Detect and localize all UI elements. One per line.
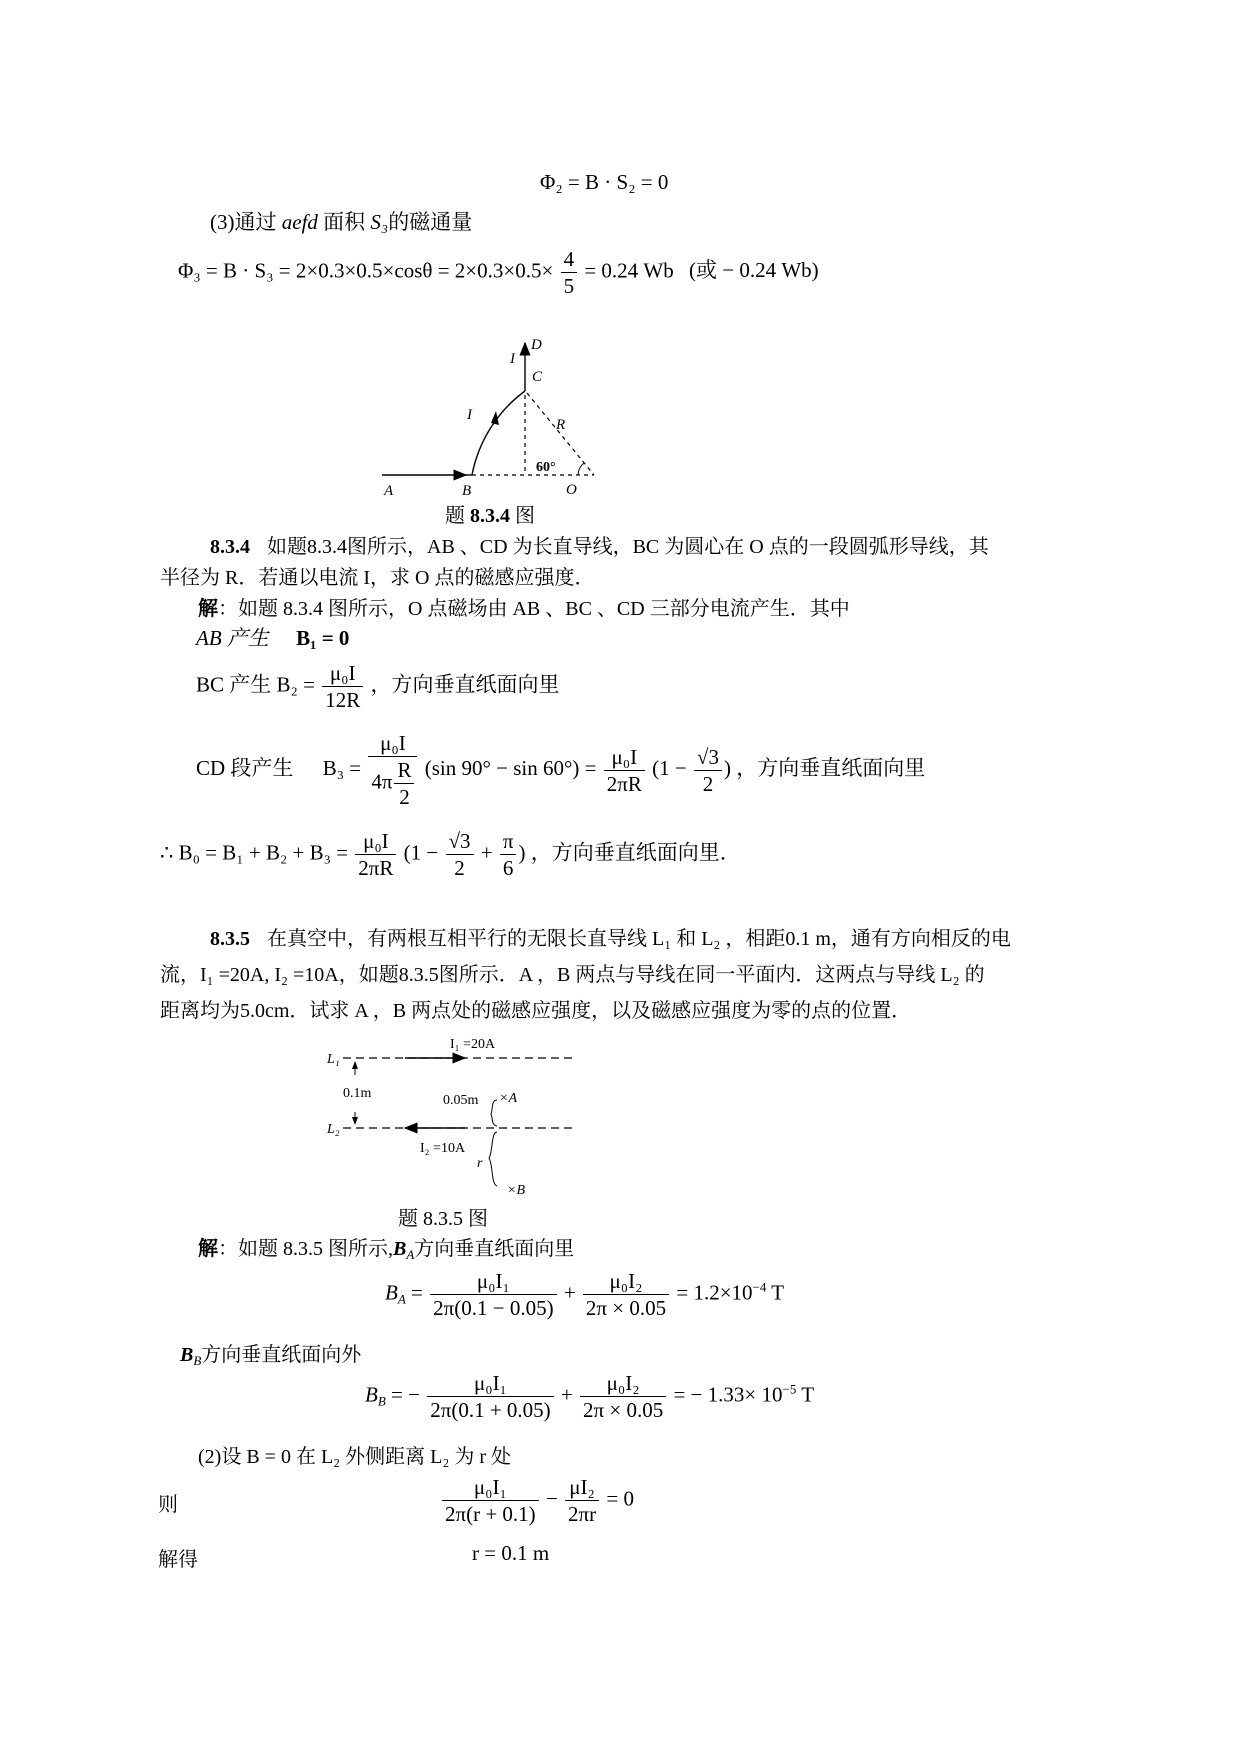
fraction-cd-2: $\frac{\text{μ₀I}}{2\pi R}$ — [604, 744, 645, 797]
label-angle: 60° — [536, 460, 556, 475]
label-A: A — [384, 483, 394, 499]
label-point-A: ×A — [499, 1091, 517, 1106]
label-D: D — [531, 337, 542, 353]
fraction-total: $\frac{\text{μ₀I}}{2\pi R}$ — [355, 828, 396, 881]
label-I2: I₂ =10A — [420, 1141, 466, 1156]
fraction-total-pi: $\frac{\pi}{6}$ — [500, 828, 517, 881]
equation-phi2: Φ₂ = B · S₂ = 0 — [540, 170, 669, 194]
BB-direction: $B_B$方向垂直纸面向外 — [180, 1344, 362, 1368]
brace-r — [489, 1132, 497, 1186]
label-point-B: ×B — [507, 1183, 525, 1198]
label-R: R — [556, 417, 566, 433]
part2-heading: (2)设 B = 0 在 L₂ 外侧距离 L₂ 为 r 处 — [198, 1446, 511, 1468]
caption-8-3-4: 题 8.3.4 图 — [445, 505, 535, 527]
fraction-BB-1: $\frac{\text{μ₀I₁}}{2\pi(0.1 + 0.05)}$ — [427, 1370, 553, 1423]
label-O: O — [566, 482, 577, 498]
label-a: 0.05m — [443, 1093, 479, 1108]
solution-ab: AB 产生 B₁ = 0 — [196, 626, 350, 650]
label-B: B — [462, 483, 472, 499]
fraction-sqrt3-2: $\frac{√3}{2}$ — [694, 744, 722, 797]
label-L1: L₁ — [327, 1052, 340, 1067]
label-I-arc: I — [467, 407, 472, 423]
problem-8-3-4-line1: 8.3.4 如题8.3.4图所示，AB 、CD 为长直导线，BC 为圆心在 O 点的一段圆弧形导线，其 — [210, 536, 989, 558]
then-label: 则 — [158, 1494, 178, 1516]
fraction-total-sqrt: $\frac{√3}{2}$ — [446, 828, 474, 881]
arc-bc — [472, 391, 525, 475]
fraction-zero-1: $\frac{\text{μ₀I₁}}{2\pi(r + 0.1)}$ — [442, 1474, 539, 1527]
problem-8-3-5-line1: 8.3.5 在真空中，有两根互相平行的无限长直导线 L₁ 和 L₂ ，相距0.1 m，通有方向相反的电 — [210, 928, 1011, 950]
label-I-top: I — [510, 351, 515, 367]
solution-total: ∴ B₀ = B₁ + B₂ + B₃ = $\frac{\text{μ₀I}}{2\pi R}$ (1 − $\frac{√3}{2}$ + $\frac{\pi}{6}$ ) ，方向垂直纸面向里． — [160, 829, 741, 880]
fraction-bc: $\frac{\text{μ₀I}}{12R}$ — [322, 660, 363, 713]
problem-8-3-5-line3: 距离均为5.0cm．试求 A ，B 两点处的磁感应强度，以及磁感应强度为零的点的位置． — [160, 1000, 912, 1022]
label-r: r — [477, 1156, 483, 1171]
fraction-BA-2: $\frac{\text{μ₀I₂}}{2\pi \times 0.05}$ — [583, 1268, 669, 1321]
label-distance: 0.1m — [343, 1086, 372, 1101]
fraction-4-5: $\frac{4}{5}$ — [561, 246, 578, 299]
label-C: C — [532, 369, 543, 385]
equation-BA: $B_A$ = $\frac{\text{μ₀I₁}}{2\pi(0.1 - 0.05)}$ + $\frac{\text{μ₀I₂}}{2\pi \times 0.05}$ = $1.2\times 10^{-4}$ T — [385, 1269, 785, 1320]
problem-8-3-4-line2: 半径为 R．若通以电流 I，求 O 点的磁感应强度． — [160, 567, 595, 589]
fraction-BB-2: $\frac{\text{μ₀I₂}}{2\pi \times 0.05}$ — [580, 1370, 666, 1423]
equation-zero-field: $\frac{\text{μ₀I₁}}{2\pi(r + 0.1)}$ − $\frac{\text{μI₂}}{2\pi r}$ = 0 — [440, 1474, 634, 1527]
equation-BB: $B_B$ = − $\frac{\text{μ₀I₁}}{2\pi(0.1 + 0.05)}$ + $\frac{\text{μ₀I₂}}{2\pi \times 0.05}$ = − $1.33\times 10^{-5}$ T — [365, 1371, 815, 1422]
figure-8-3-4 — [370, 335, 610, 505]
angle-arc — [578, 463, 584, 475]
figure-8-3-5 — [325, 1030, 590, 1200]
fraction-zero-2: $\frac{\text{μI₂}}{2\pi r}$ — [565, 1474, 599, 1527]
equation-phi3: Φ₃ = B · S₃ = 2×0.3×0.5×cosθ = 2×0.3×0.5× $\frac{4}{5}$ = 0.24 Wb (或 − 0.24 Wb) — [178, 247, 819, 298]
solve-label: 解得 — [158, 1549, 198, 1571]
solution-cd: CD 段产生 B₃ = μ₀I 4π $\frac{R}{2}$ (sin 90° − sin 60°) = $\frac{\text{μ₀I}}{2\pi R}$ (1 − $\frac{√3}{2}$ ) ，方向垂直纸面向里 — [196, 731, 926, 809]
caption-8-3-5: 题 8.3.5 图 — [398, 1208, 488, 1230]
problem-8-3-5-line2: 流，I₁ =20A, I₂ =10A，如题8.3.5图所示．A ，B 两点与导线在同一平面内．这两点与导线 L₂ 的 — [160, 964, 985, 986]
solution-8-3-5-intro: 解：如题 8.3.5 图所示$,B_A$方向垂直纸面向里 — [198, 1238, 575, 1262]
solution-8-3-4-intro: 解：如题 8.3.4 图所示，O 点磁场由 AB 、BC 、CD 三部分电流产生．其中 — [198, 598, 850, 620]
part3-heading: (3)通过 aefd 面积 S₃的磁通量 — [210, 210, 473, 234]
solution-bc: BC 产生 B₂ = $\frac{\text{μ₀I}}{12R}$ ，方向垂直纸面向里 — [196, 661, 560, 712]
brace-a — [491, 1100, 497, 1126]
label-I1: I₁ =20A — [450, 1037, 496, 1052]
final-result: r = 0.1 m — [472, 1541, 550, 1565]
label-L2: L₂ — [327, 1122, 340, 1137]
fraction-BA-1: $\frac{\text{μ₀I₁}}{2\pi(0.1 - 0.05)}$ — [430, 1268, 556, 1321]
fraction-cd-1: μ₀I 4π $\frac{R}{2}$ — [368, 730, 417, 810]
